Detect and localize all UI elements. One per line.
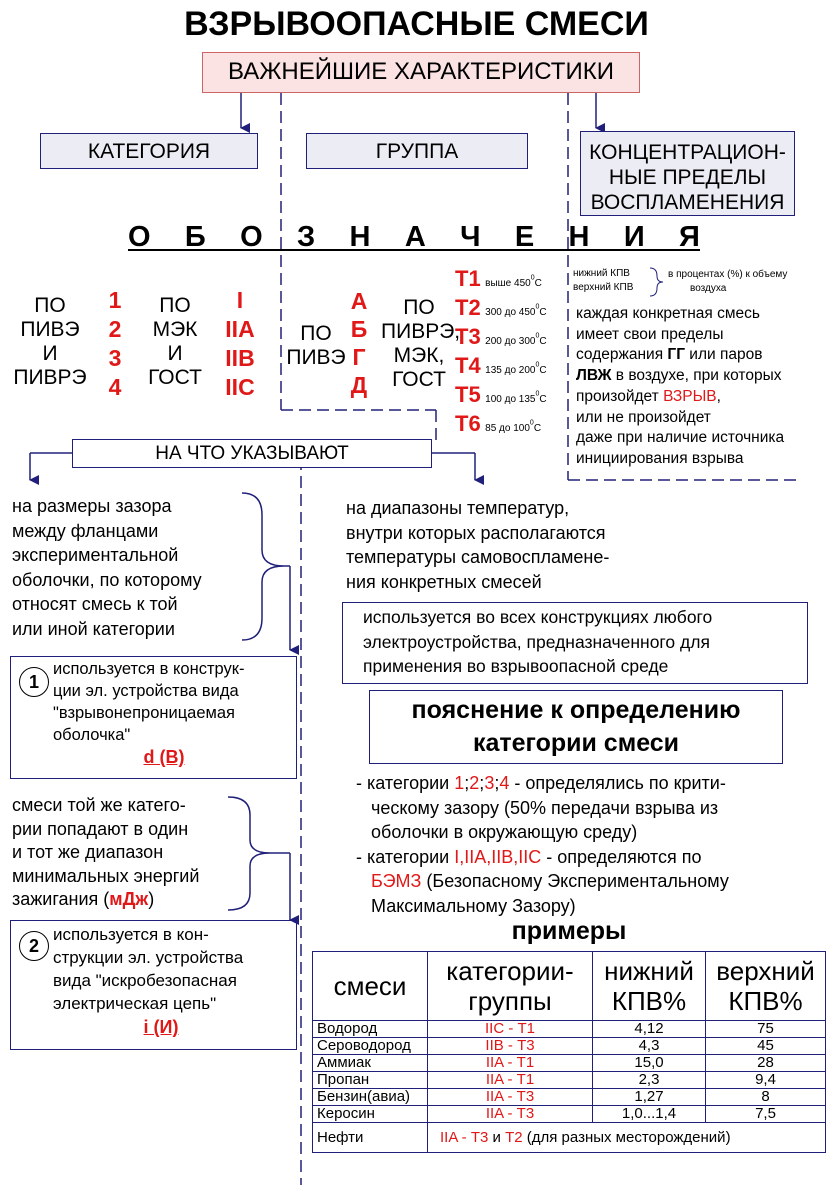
category-number: 2 — [108, 316, 122, 342]
temp-class-row — [455, 353, 567, 382]
cell-category: IIA - Т3 — [428, 1089, 593, 1106]
badge-number: 1 — [28, 672, 39, 692]
kpv-desc-line: даже при наличие источника — [576, 429, 785, 447]
designation-letter: Е — [514, 221, 535, 253]
table-row — [313, 1021, 826, 1038]
explanation-item-line: ческому зазору (50% передачи взрыва из — [371, 797, 719, 818]
conc-line2: НЫЕ ПРЕДЕЛЫ — [608, 166, 767, 189]
box2-text — [53, 923, 297, 1015]
temp-class-code: Т3 — [455, 324, 481, 349]
cell-name: Бензин(авиа) — [313, 1089, 428, 1106]
temp-class-code: Т1 — [455, 266, 481, 291]
cell-name: Нефти — [313, 1123, 428, 1153]
degree: 0 — [535, 332, 540, 340]
subtitle-box — [202, 52, 640, 93]
kpv-desc-line: или не произойдет — [576, 408, 711, 426]
temp-range: выше 450 — [485, 278, 531, 289]
left-text-1 — [12, 494, 257, 641]
group-letter: Д — [350, 372, 368, 398]
cell-category: IIA - Т3 — [428, 1106, 593, 1123]
degree: 0 — [535, 303, 540, 311]
explanation-item-line: Максимальному Зазору) — [371, 895, 576, 916]
explanation-line: категории смеси — [472, 729, 680, 757]
category-number: 3 — [108, 345, 122, 371]
designation-letter: З — [297, 221, 316, 253]
examples-title: примеры — [511, 917, 627, 945]
col-header: нижний КПВ% — [593, 952, 706, 1021]
text-line: относят смесь к той — [12, 594, 178, 614]
temp-range: 85 до 100 — [485, 423, 530, 434]
kpv-labels — [573, 267, 658, 295]
degree: 0 — [530, 274, 535, 282]
category-numbers — [103, 286, 127, 402]
temp-class-row — [455, 382, 567, 411]
table-row — [313, 1106, 826, 1123]
indicate-label: НА ЧТО УКАЗЫВАЮТ — [155, 443, 349, 464]
text-line: используется во всех конструкциях любого — [363, 607, 713, 627]
pivre-line: ПО — [34, 294, 66, 317]
col-header: категории- группы — [428, 952, 593, 1021]
explanation-item-line: оболочки в окружающую среду) — [371, 822, 638, 842]
cell-lower: 1,27 — [593, 1089, 706, 1106]
group-pivre-line: ПО — [403, 296, 435, 319]
cell-name: Водород — [313, 1021, 428, 1038]
number-badge-2 — [19, 931, 49, 961]
cell-name: Аммиак — [313, 1055, 428, 1072]
category-roman-item: I — [236, 287, 244, 313]
kpv-note-line: в процентах (%) к объему — [668, 269, 788, 280]
temp-class-row — [455, 324, 567, 353]
explanation-item-line: БЭМЗ (Безопасному Экспериментальному — [371, 871, 729, 891]
cell-lower: 2,3 — [593, 1072, 706, 1089]
kpv-desc-line: инициирования взрыва — [576, 449, 744, 467]
col-header: смеси — [313, 952, 428, 1021]
category-label: КАТЕГОРИЯ — [87, 140, 211, 163]
cell-name: Керосин — [313, 1106, 428, 1123]
degree: 0 — [535, 361, 540, 369]
degree: 0 — [529, 419, 534, 427]
unit: C — [533, 423, 542, 434]
unit: C — [539, 365, 547, 376]
text-line: ния конкретных смесей — [346, 571, 542, 592]
group-letter: Г — [352, 344, 366, 370]
cell-upper: 75 — [706, 1021, 826, 1038]
text-line: оболочка" — [53, 726, 131, 744]
kpv-desc-line: имеет свои пределы — [576, 325, 724, 343]
designation-letter: Н — [349, 221, 371, 253]
designation-letter: О — [240, 221, 263, 253]
explanation-box — [369, 690, 783, 764]
designation-letter: И — [623, 221, 645, 253]
kpv-desc-line: произойдет ВЗРЫВ, — [576, 387, 721, 405]
subtitle-text: ВАЖНЕЙШИЕ ХАРАКТЕРИСТИКИ — [228, 58, 614, 85]
group-label: ГРУППА — [375, 140, 459, 163]
cell-upper: 9,4 — [706, 1072, 826, 1089]
category-roman — [210, 286, 270, 402]
group-letter: А — [350, 288, 368, 314]
text-line: внутри которых располагаются — [346, 522, 606, 543]
text-line: электроустройства, предназначенного для — [363, 631, 710, 652]
mek-line: ПО — [159, 294, 191, 317]
kpv-desc-line: каждая конкретная смесь — [576, 305, 760, 322]
text-line: зажигания (мДж) — [12, 889, 155, 909]
mek-line: ГОСТ — [148, 366, 202, 389]
designation-letter: Я — [679, 221, 700, 253]
table-row — [313, 1089, 826, 1106]
designation-letter: О — [128, 221, 151, 253]
kpv-upper: верхний КПВ — [573, 282, 634, 293]
designation-letter: Н — [568, 221, 590, 253]
cell-category: IIA - Т1 — [428, 1055, 593, 1072]
cell-lower: 15,0 — [593, 1055, 706, 1072]
temp-class-code: Т6 — [455, 411, 481, 436]
group-pive-line: ПО — [300, 322, 332, 345]
table-header — [313, 952, 826, 1021]
category-number: 4 — [108, 374, 122, 400]
usage-box-1 — [10, 656, 297, 779]
cell-name: Пропан — [313, 1072, 428, 1089]
kpv-note-line: воздуха — [690, 283, 727, 294]
kpv-lower: нижний КПВ — [573, 268, 630, 279]
pivre-line: ПИВЭ — [20, 318, 80, 341]
pivre-line: И — [42, 342, 58, 365]
cell-lower: 4,3 — [593, 1038, 706, 1055]
category-box — [40, 133, 258, 169]
text-line: оболочки, по которому — [12, 569, 202, 590]
text-line: и тот же диапазон — [12, 842, 164, 862]
temp-class-code: Т4 — [455, 353, 481, 378]
designations-heading — [128, 222, 700, 252]
usage-box-2 — [10, 920, 297, 1050]
text-line: ции эл. устройства вида — [53, 682, 239, 700]
usage-all-text — [363, 605, 808, 679]
designation-letter: Б — [184, 221, 206, 253]
left-text-2 — [12, 794, 252, 912]
text-line: минимальных энергий — [12, 865, 200, 886]
text-line: используется в конструк- — [53, 660, 245, 678]
text-line: экспериментальной — [12, 545, 179, 565]
temp-class-row — [455, 411, 567, 440]
group-letters — [347, 287, 371, 399]
unit: C — [539, 307, 547, 318]
unit: C — [534, 278, 542, 289]
conc-line1: КОНЦЕНТРАЦИОН- — [589, 141, 786, 164]
indicate-box — [72, 439, 432, 468]
table-row — [313, 1072, 826, 1089]
kpv-description — [576, 304, 826, 470]
explanation-line: пояснение к определению — [411, 696, 741, 724]
examples-table — [312, 951, 826, 1153]
text-line: вида "искробезопасная — [53, 971, 237, 990]
col-header: верхний КПВ% — [706, 952, 826, 1021]
kpv-note — [668, 268, 833, 296]
number-badge-1 — [19, 667, 49, 697]
explanation-item-line: - категории I,IIA,IIB,IIC - определяются по — [356, 846, 702, 867]
kpv-desc-line: содержания ГГ или паров — [576, 346, 763, 364]
text-line: "взрывонепроницаемая — [53, 704, 235, 722]
group-box — [306, 133, 528, 169]
protection-code-d: d (В) — [143, 747, 185, 767]
cell-upper: 45 — [706, 1038, 826, 1055]
group-pivre — [381, 296, 461, 392]
temp-class-row — [455, 266, 567, 295]
conc-line3: ВОСПЛАМЕНЕНИЯ — [590, 191, 785, 214]
cell-upper: 28 — [706, 1055, 826, 1072]
temp-classes — [455, 266, 567, 440]
unit: C — [539, 336, 547, 347]
category-roman-item: IIC — [225, 374, 255, 400]
cell-upper: 8 — [706, 1089, 826, 1106]
cell-name: Сероводород — [313, 1038, 428, 1055]
text-line: на размеры зазора — [12, 496, 172, 516]
table-row — [313, 1055, 826, 1072]
mek-line: И — [167, 342, 183, 365]
mek-line: МЭК — [152, 318, 198, 341]
cell-upper: 7,5 — [706, 1106, 826, 1123]
temp-range: 135 до 200 — [485, 365, 536, 376]
temp-class-code: Т5 — [455, 382, 481, 407]
text-line: используется в кон- — [53, 925, 209, 944]
degree: 0 — [535, 390, 540, 398]
group-pive-line: ПИВЭ — [286, 346, 346, 369]
page-title: ВЗРЫВООПАСНЫЕ СМЕСИ — [184, 5, 649, 43]
category-roman-item: IIB — [225, 345, 255, 371]
table-row — [313, 1038, 826, 1055]
designation-letter: Ч — [460, 221, 481, 253]
usage-box-all — [342, 602, 808, 684]
temp-range: 200 до 300 — [485, 336, 536, 347]
cell-category: IIA - Т1 — [428, 1072, 593, 1089]
kpv-desc-line: ЛВЖ в воздухе, при которых — [576, 367, 782, 385]
right-text-1 — [346, 496, 746, 594]
text-line: применения во взрывоопасной среде — [363, 656, 669, 676]
text-line: или иной категории — [12, 618, 175, 639]
badge-number: 2 — [28, 936, 39, 956]
group-letter: Б — [350, 316, 368, 342]
temp-class-code: Т2 — [455, 295, 481, 320]
concentration-box — [580, 131, 795, 216]
cell-oil-info: IIA - Т3 и Т2 (для разных месторождений) — [428, 1123, 826, 1153]
table-row-oil — [313, 1123, 826, 1153]
pivre-line: ПИВРЭ — [13, 366, 87, 389]
designation-letter: А — [404, 221, 426, 253]
text-line: температуры самовоспламене- — [346, 547, 610, 567]
text-line: на диапазоны температур, — [346, 498, 570, 518]
category-roman-item: IIA — [225, 316, 255, 342]
text-line: струкции эл. устройства — [53, 948, 244, 967]
explanation-items — [356, 771, 826, 918]
group-pivre-line: МЭК, — [393, 344, 445, 367]
category-number: 1 — [108, 287, 122, 313]
group-pive — [286, 322, 346, 370]
text-line: рии попадают в один — [12, 818, 189, 839]
group-pivre-line: ПИВРЭ, — [381, 320, 461, 343]
box1-text — [53, 658, 295, 746]
pivre-column — [10, 294, 90, 390]
mek-column — [140, 294, 210, 390]
group-pivre-line: ГОСТ — [392, 368, 446, 391]
cell-lower: 1,0...1,4 — [593, 1106, 706, 1123]
protection-code-i: i (И) — [143, 1017, 179, 1037]
cell-category: IIB - Т3 — [428, 1038, 593, 1055]
text-line: смеси той же катего- — [12, 795, 186, 815]
temp-range: 300 до 450 — [485, 307, 536, 318]
temp-range: 100 до 135 — [485, 394, 536, 405]
unit: C — [539, 394, 547, 405]
cell-category: IIC - Т1 — [428, 1021, 593, 1038]
text-line: электрическая цепь" — [53, 994, 217, 1013]
cell-lower: 4,12 — [593, 1021, 706, 1038]
temp-class-row — [455, 295, 567, 324]
text-line: между фланцами — [12, 520, 159, 541]
explanation-item-line: - категории 1;2;3;4 - определялись по крити- — [356, 773, 726, 793]
